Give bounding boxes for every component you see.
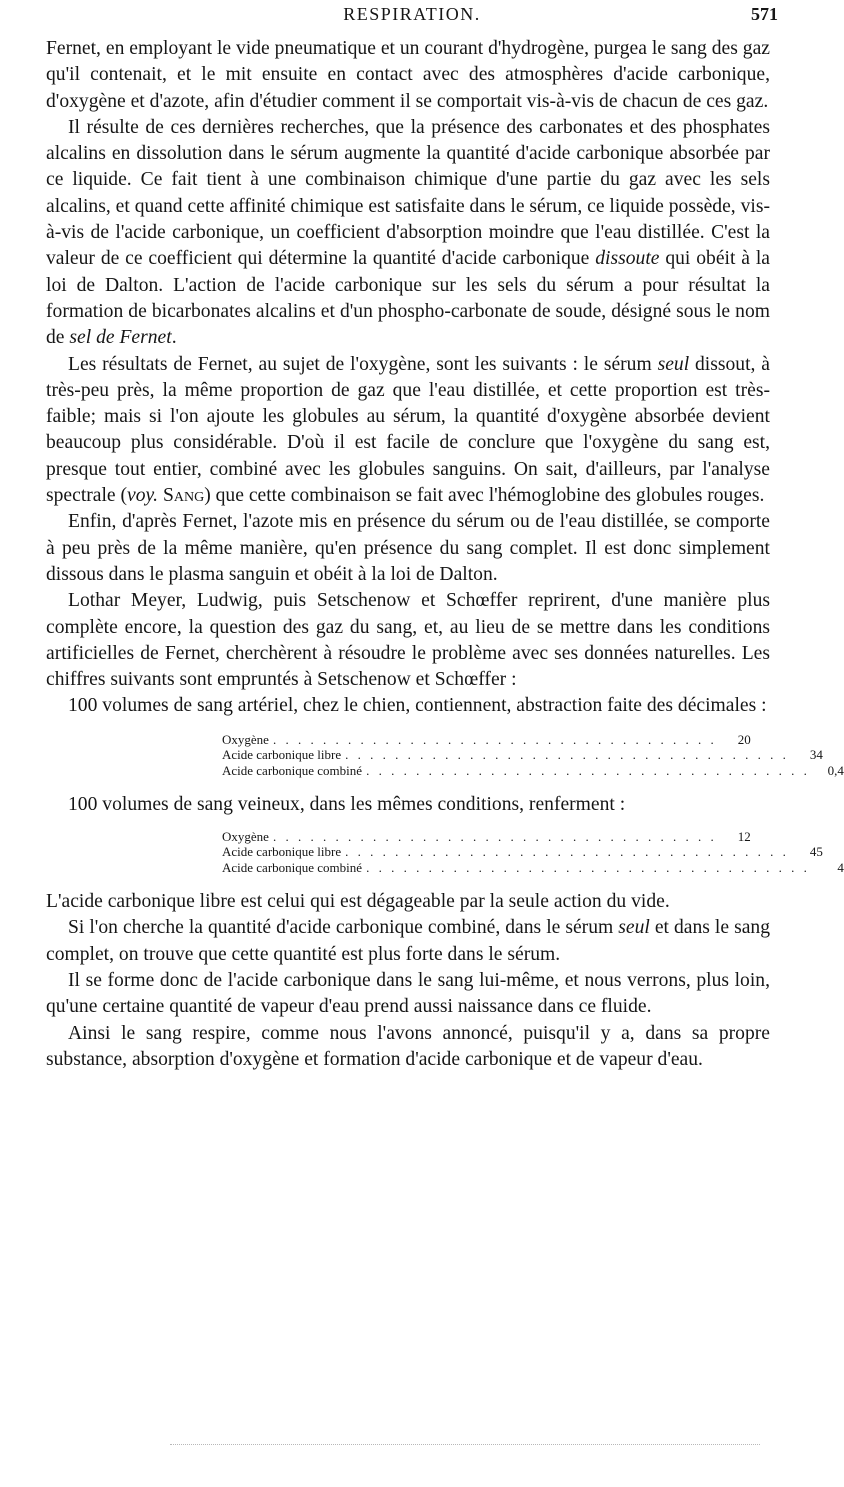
table-row-value: 20: [737, 731, 751, 747]
table-row-value: 0,4: [827, 762, 844, 778]
cross-reference-sang: Sang: [162, 485, 205, 507]
table-row-label: Acide carbonique libre: [222, 844, 342, 860]
page-header: [46, 4, 778, 34]
leader-dots: . . . . . . . . . . . . . . . . . . . . . . . . . . . . . . . . . . . .: [366, 859, 810, 875]
table-row-label: Acide carbonique libre: [222, 747, 342, 763]
paragraph-text: dissout, à très-peu près, la même proportion de gaz que l'eau distillée, et cette proportion est très-faible; mais si l'on ajoute les globules au sérum, la quantité d'oxygène absorbée devient beaucoup plus considérable. D'où il est facile de conclure que l'oxygène du sang est, presque tout entier, combiné avec les globules sanguins. On sait, d'ailleurs, par l'analyse spectrale (: [46, 353, 771, 507]
paragraph-arterial-intro: 100 volumes de sang artériel, chez le chien, contiennent, abstraction faite des décimales :: [68, 695, 767, 717]
italic-term-seul: seul: [657, 353, 690, 375]
leader-dots: . . . . . . . . . . . . . . . . . . . . . . . . . . . . . . . . . . . .: [345, 844, 789, 860]
table-row: [222, 844, 823, 860]
paragraph-oxygen-results: [46, 352, 770, 510]
table-row: [222, 747, 823, 763]
paragraph-nitrogen: Enfin, d'après Fernet, l'azote mis en présence du sérum ou de l'eau distillée, se comporte à peu près de la même manière, qu'en présence du sang complet. Il est donc simplement dissous dans le plasma sanguin et obéit à la loi de Dalton.: [46, 511, 770, 585]
italic-term-dissoute: dissoute: [595, 248, 660, 270]
paragraph-water-vapour: Il se forme donc de l'acide carbonique dans le sang lui-même, et nous verrons, plus loin, qu'une certaine quantité de vapeur d'eau prend aussi naissance dans ce fluide.: [46, 969, 770, 1018]
paragraph-fernet-method: Fernet, en employant le vide pneumatique et un courant d'hydrogène, purgea le sang des gaz qu'il contenait, et le mit ensuite en contact avec des atmosphères d'acide carbonique, d'oxygène et d'azote, afin d'étudier comment il se comportait vis-à-vis de chacun de ces gaz.: [46, 38, 770, 112]
page-body: [46, 36, 844, 1073]
table-row-value: 12: [737, 828, 751, 844]
table-row: [222, 828, 751, 845]
paragraph-text: qui obéit à la loi de Dalton. L'action de l'acide carbonique sur les sels du sérum a pour résultat la formation de bicarbonates alcalins et d'un phospho-carbonate de soude, désigné sous le nom de: [46, 248, 770, 349]
table-row: [222, 859, 844, 876]
leader-dots: . . . . . . . . . . . . . . . . . . . . . . . . . . . . . . . . . . . .: [366, 762, 810, 778]
paragraph-text: Les résultats de Fernet, au sujet de l'oxygène, sont les suivants : le sérum: [68, 353, 658, 375]
table-row: [222, 731, 751, 748]
italic-term-voy: voy.: [127, 485, 159, 507]
paragraph-venous-intro: 100 volumes de sang veineux, dans les mêmes conditions, renferment :: [68, 794, 626, 816]
venous-blood-gas-table: [222, 828, 844, 876]
leader-dots: . . . . . . . . . . . . . . . . . . . . . . . . . . . . . . . . . . . .: [272, 731, 717, 747]
paragraph-text: et dans le sang complet, on trouve que cette quantité est plus forte dans le sérum.: [46, 917, 770, 965]
table-row: [222, 762, 844, 779]
leader-dots: . . . . . . . . . . . . . . . . . . . . . . . . . . . . . . . . . . . .: [272, 828, 717, 844]
paragraph-free-carbonic-acid: L'acide carbonique libre est celui qui est dégageable par la seule action du vide.: [46, 891, 670, 913]
paragraph-text: ) que cette combinaison se fait avec l'hémoglobine des globules rouges.: [204, 485, 765, 507]
italic-term-sel-de-fernet: sel de Fernet: [69, 327, 172, 349]
paragraph-conclusion: Ainsi le sang respire, comme nous l'avons annoncé, puisqu'il y a, dans sa propre substance, absorption d'oxygène et formation d'acide carbonique et de vapeur d'eau.: [46, 1022, 770, 1070]
leader-dots: . . . . . . . . . . . . . . . . . . . . . . . . . . . . . . . . . . . .: [345, 747, 789, 763]
page-number: 571: [751, 4, 778, 24]
paragraph-text: .: [171, 327, 177, 349]
paragraph-meyer-ludwig: Lothar Meyer, Ludwig, puis Setschenow et Schœffer reprirent, d'une manière plus complète encore, la question des gaz du sang, et, au lieu de se mettre dans les conditions artificielles de Fernet, cherchèrent à résoudre le problème avec ses données naturelles. Les chiffres suivants sont empruntés à Setschenow et Schœffer :: [46, 590, 770, 691]
table-row-label: Oxygène: [222, 828, 269, 844]
footer-rule: [170, 1444, 760, 1445]
paragraph-text: Si l'on cherche la quantité d'acide carbonique combiné, dans le sérum: [68, 917, 619, 939]
table-row-value: 4: [837, 859, 844, 875]
paragraph-carbonic-absorption: [46, 115, 770, 352]
paragraph-text: Il résulte de ces dernières recherches, que la présence des carbonates et des phosphates alcalins en dissolution dans le sérum augmente la quantité d'acide carbonique absorbée par ce liquide. Ce fait tient à une combinaison chimique d'une partie du gaz avec les sels alcalins, et quand cette affinité chimique est satisfaite dans le sérum, ce liquide possède, vis-à-vis de l'acide carbonique, un coefficient d'absorption moindre que l'eau distillée. C'est la valeur de ce coefficient qui détermine la quantité d'acide carbonique: [46, 116, 770, 270]
running-head: RESPIRATION.: [343, 4, 481, 24]
table-row-value: 34: [809, 747, 823, 763]
italic-term-seul: seul: [618, 917, 650, 939]
table-row-value: 45: [809, 844, 823, 860]
table-row-label: Oxygène: [222, 731, 269, 747]
paragraph-combined-carbonic-acid: [46, 915, 770, 968]
table-row-label: Acide carbonique combiné: [222, 859, 363, 875]
table-row-label: Acide carbonique combiné: [222, 762, 363, 778]
arterial-blood-gas-table: [222, 731, 844, 779]
